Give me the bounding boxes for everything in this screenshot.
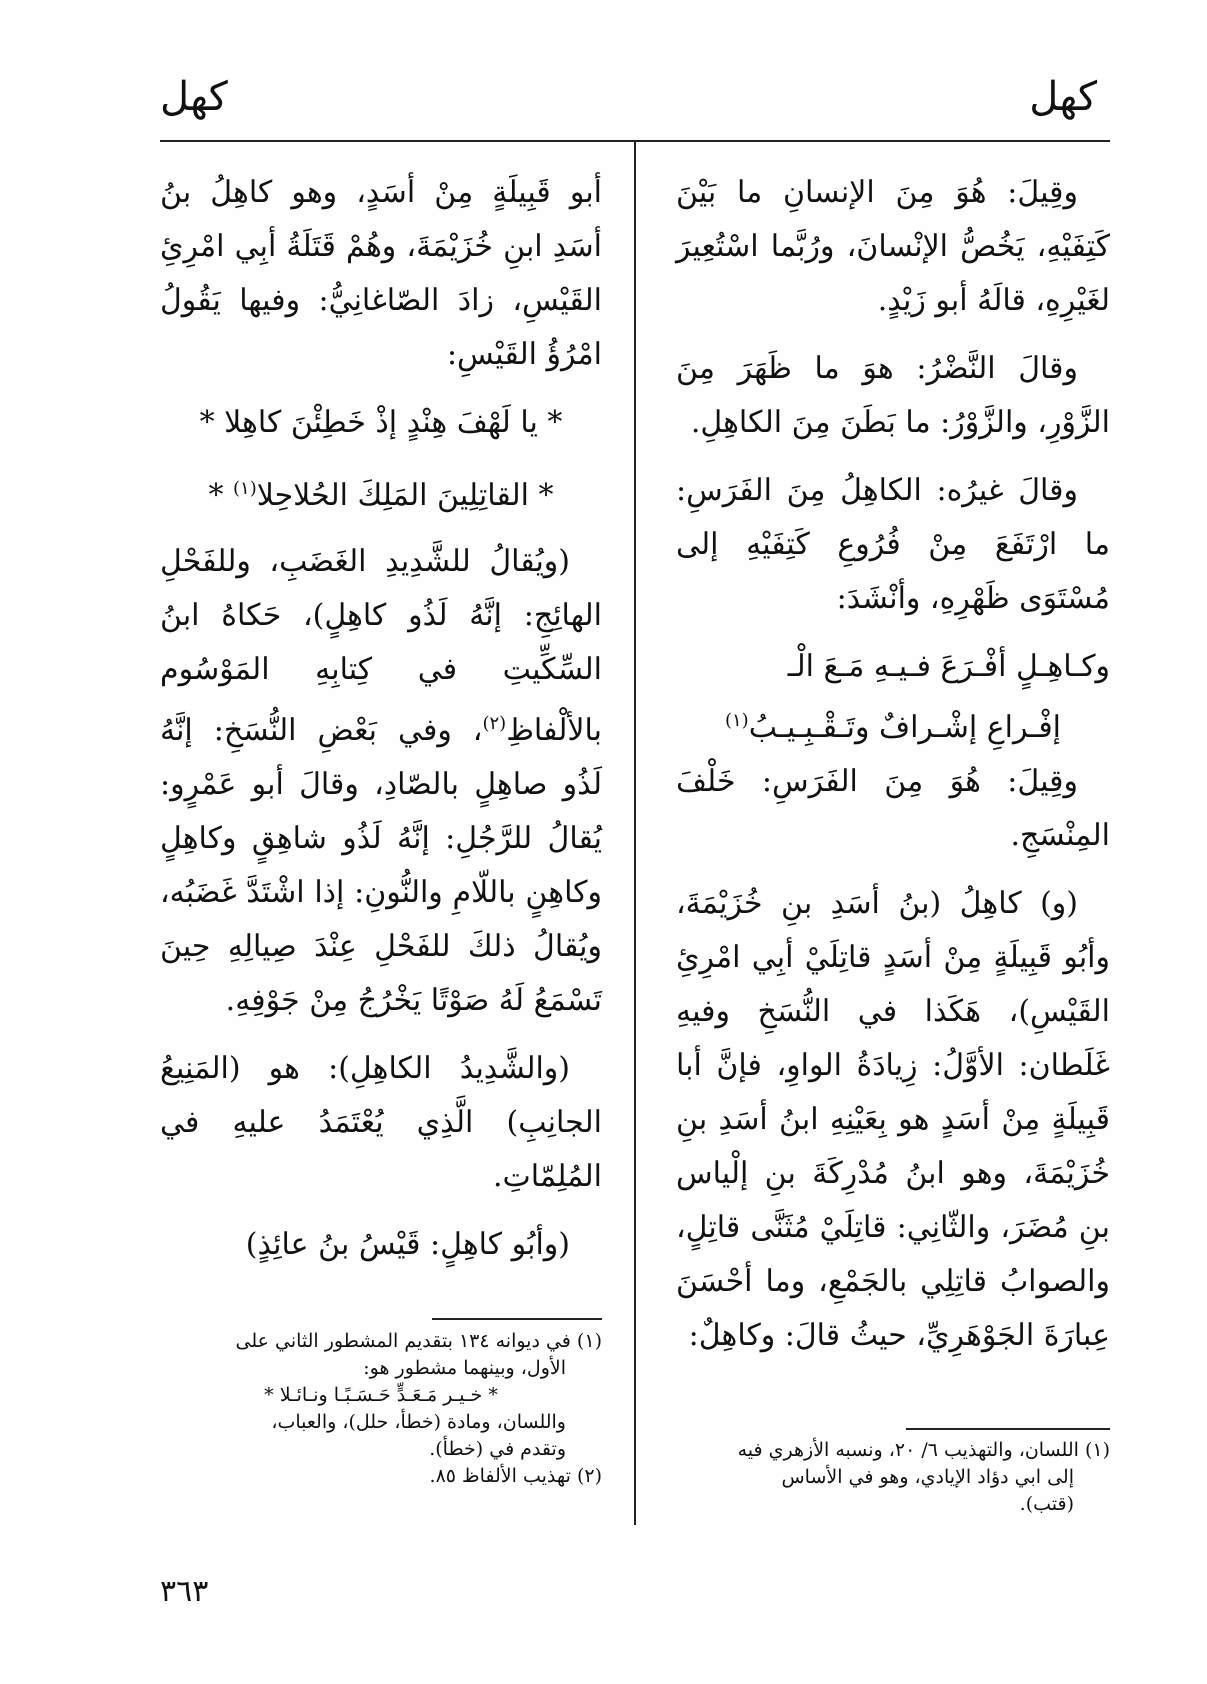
verse-star-line-2-end: * [208,478,233,513]
left-paragraph-2-rest: ، وفي بَعْضِ النُّسَخِ: إنَّهُ لَذُو صاهِلٍ بالصّادِ، وقالَ أبو عَمْرٍو: يُقالُ للرَّجُلِ: إنَّهُ لَذُو شاهِقٍ وكاهِلٍ وكاهِنٍ باللّامِ والنُّونِ: إذا اشْتَدَّ غَضَبُه، ويُقالُ ذلكَ للفَحْلِ عِنْدَ صِيالِهِ حِينَ تَسْمَعُ لَهُ صَوْتًا يَخْرُجُ مِنْ جَوْفِهِ. [160,713,602,1018]
footnote-rule-right [906,1428,1110,1430]
column-divider [634,141,636,1525]
left-paragraph-3: (والشَّدِيدُ الكاهِلِ): هو (المَنِيعُ الجانِبِ) الَّذِي يُعْتَمَدُ عليهِ في المُلِمّاتِ. [160,1051,602,1194]
footnote-rule-left [432,1318,602,1320]
fn-right-1-line-3: (قتب). [1019,1493,1074,1515]
fn-left-1-line-1: (١) في ديوانه ١٣٤ بتقديم المشطور الثاني على [235,1330,602,1352]
page-number: ٣٦٣ [160,1574,209,1609]
verse-star-line-1: * يا لَهْفَ هِنْدٍ إذْ خَطِئْنَ كاهِلا * [199,405,563,440]
verse-footnote-marker: (١) [724,710,749,731]
verse-line-1: وكـاهِـلٍ أفْـرَعَ فـيـهِ مَـعَ الْـ [787,649,1110,684]
left-paragraph-2 [160,535,602,1028]
fn-right-1-line-1: (١) اللسان، والتهذيب ٦/ ٢٠، ونسبه الأزهري فيه [737,1439,1110,1461]
fn-left-1-line-5: وتقدم في (خطأ). [429,1438,566,1460]
fn-left-1-line-2: الأول، وبينهما مشطور هو: [363,1357,566,1379]
verse-star-line-2-text: * القاتِلِينَ المَلِكَ الحُلاحِلا [256,478,554,513]
footnotes-left [160,1328,602,1490]
running-header-left: كهل [160,74,228,120]
right-paragraph-3: وقالَ غيرُه: الكاهِلُ مِنَ الفَرَسِ: ما ارْتَفَعَ مِنْ فُرُوعِ كَتِفَيْهِ إلى مُسْتَوَى ظَهْرِهِ، وأنْشَدَ: [676,473,1110,616]
left-paragraph-1: أبو قَبِيلَةٍ مِنْ أسَدٍ، وهو كاهِلُ بنُ أسَدِ ابنِ خُزَيْمَةَ، وهُمْ قَتَلَةُ أبِي امْرِئِ القَيْسِ، زادَ الصّاغانِيُّ: وفيها يَقُولُ امْرُؤُ القَيْسِ: [160,175,602,372]
right-paragraph-1: وقِيلَ: هُوَ مِنَ الإنسانِ ما بَيْنَ كَتِفَيْهِ، يَخُصُّ الإنْسانَ، ورُبَّما اسْتُعِيرَ لغَيْرِهِ، قالَهُ أبو زَيْدٍ. [676,175,1110,318]
right-paragraph-2: وقالَ النَّضْرُ: هوَ ما ظَهَرَ مِنَ الزَّوْرِ، والزَّوْرُ: ما بَطَنَ مِنَ الكاهِلِ. [676,351,1110,440]
fn-left-2-line-1: (٢) تهذيب الألفاظ ٨٥. [429,1465,602,1487]
left-paragraph-4: (وأبُو كاهِلٍ: قَيْسُ بنُ عائِذٍ) [245,1227,570,1262]
left-paragraph-2-text: (ويُقالُ للشَّدِيدِ الغَضَبِ، وللفَحْلِ الهائِجِ: إنَّهُ لَذُو كاهِلٍ)، حَكاهُ ابنُ السِّكِّيتِ في كِتابِهِ المَوْسُوم بالألْفاظِ [160,544,602,748]
verse-star-line-2 [160,462,602,523]
left-column [160,166,602,1286]
footnotes-right [676,1437,1110,1518]
right-paragraph-5: (و) كاهِلُ (بنُ أسَدِ بنِ خُزَيْمَةَ، وأبُو قَبِيلَةٍ مِنْ أسَدٍ قاتِلَيْ أبِي امْرِئِ القَيْسِ)، هَكَذا في النُّسَخِ وفيهِ غَلَطان: الأوَّلُ: زِيادَةُ الواوِ، فإنَّ أبا قَبِيلَةٍ مِنْ أسَدٍ هو بِعَيْنِهِ ابنُ أسَدِ بنِ خُزَيْمَةَ، وهو ابنُ مُدْرِكَةَ بنِ إلْياس بنِ مُضَرَ، والثّانِي: قاتِلَيْ مُثَنَّى قاتِلٍ، والصوابُ قاتِلِي بالجَمْعِ، وما أحْسَنَ عِبارَةَ الجَوْهَرِيِّ، حيثُ قالَ: وكاهِلٌ: [676,886,1110,1353]
right-column [676,166,1110,1377]
running-header-right: كهل [1029,74,1097,120]
fn-right-1-line-2: إلى ابي دؤاد الإيادي، وهو في الأساس [781,1466,1074,1488]
fn-left-1-line-3: * خـيـر مَـعَـدٍّ حَـسَـبًـا ونـائـلا * [264,1384,498,1406]
left-paragraph-2-fn-marker: (٢) [482,713,507,734]
verse-star-fn-marker: (١) [233,478,257,499]
right-paragraph-4: وقِيلَ: هُوَ مِنَ الفَرَسِ: خَلْفَ المِنْسَجِ. [676,764,1110,853]
verse-line-2-text: إفْـراعِ إشْـرافٌ وتَـقْـبِـيـبُ [748,710,1062,745]
fn-left-1-line-4: واللسان، ومادة (خطأ، حلل)، والعباب، [271,1411,566,1433]
verse-line-2 [676,694,1110,755]
